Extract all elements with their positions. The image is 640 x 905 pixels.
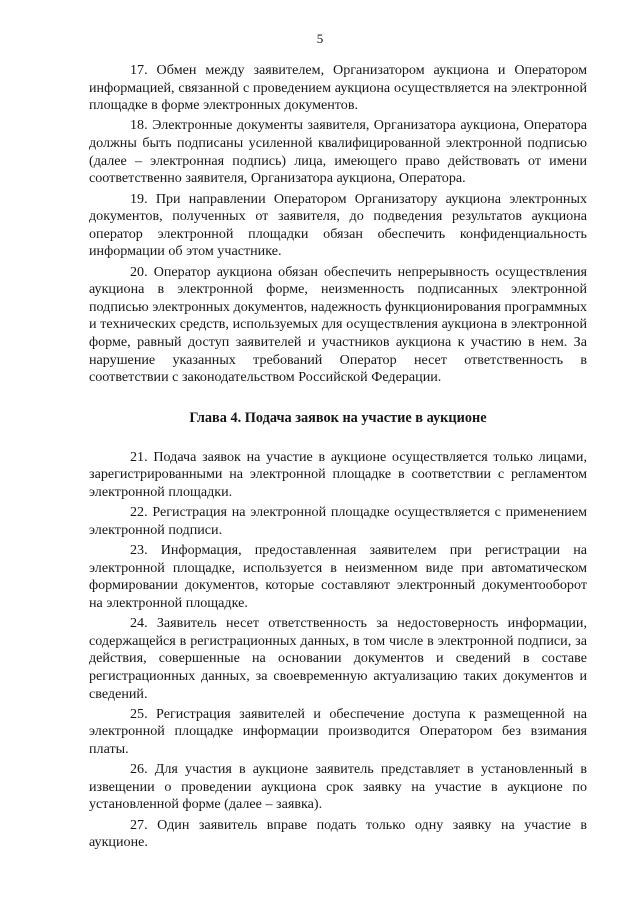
page-number: 5: [316, 31, 324, 46]
chapter-heading: Глава 4. Подача заявок на участие в аукционе: [189, 409, 487, 426]
paragraph-21: 21. Подача заявок на участие в аукционе осуществляется только лицами, зарегистрированными на электронной площадке в соответствии с регламентом электронной площадки.: [89, 448, 587, 500]
paragraph-22: 22. Регистрация на электронной площадке осуществляется с применением электронной подписи.: [89, 504, 587, 538]
paragraph-18: 18. Электронные документы заявителя, Организатора аукциона, Оператора должны быть подписаны усиленной квалифицированной электронной подписью (далее – электронная подпись) лица, имеющего право действовать от имени соответственно заявителя, Организатора аукциона, Оператора.: [89, 117, 587, 187]
paragraph-26: 26. Для участия в аукционе заявитель представляет в установленный в извещении о проведении аукциона срок заявку на участие в аукционе по установленной форме (далее – заявка).: [89, 761, 587, 813]
document-body: [89, 62, 587, 855]
paragraph-19: 19. При направлении Оператором Организатору аукциона электронных документов, полученных от заявителя, до подведения результатов аукциона оператор электронной площадки обязан обеспечить конфиденциальность информации об этом участнике.: [89, 190, 587, 260]
paragraph-17: 17. Обмен между заявителем, Организатором аукциона и Оператором информацией, связанной с проведением аукциона осуществляется на электронной площадке в форме электронных документов.: [89, 62, 587, 114]
paragraph-24: 24. Заявитель несет ответственность за недостоверность информации, содержащейся в регистрационных данных, в том числе в электронной подписи, за действия, совершенные на основании документов и сведений в составе регистрационных данных, за своевременную актуализацию таких документов и сведений.: [89, 615, 587, 702]
paragraph-23: 23. Информация, предоставленная заявителем при регистрации на электронной площадке, используется в неизменном виде при автоматическом формировании документов, которые составляют электронный документооборот на электронной площадке.: [89, 542, 587, 611]
paragraph-27: 27. Один заявитель вправе подать только одну заявку на участие в аукционе.: [89, 816, 587, 851]
paragraph-25: 25. Регистрация заявителей и обеспечение доступа к размещенной на электронной площадке информации производится Оператором без взимания платы.: [89, 705, 587, 757]
paragraph-20: 20. Оператор аукциона обязан обеспечить непрерывность осуществления аукциона в электронной форме, неизменность подписанных электронной подписью электронных документов, надежность функционирования программных и технических средств, используемых для осуществления аукциона в электронной форме, равный доступ заявителей и участников аукциона к участию в нем. За нарушение указанных требований Оператор несет ответственность в соответствии с законодательством Российской Федерации.: [89, 263, 587, 386]
